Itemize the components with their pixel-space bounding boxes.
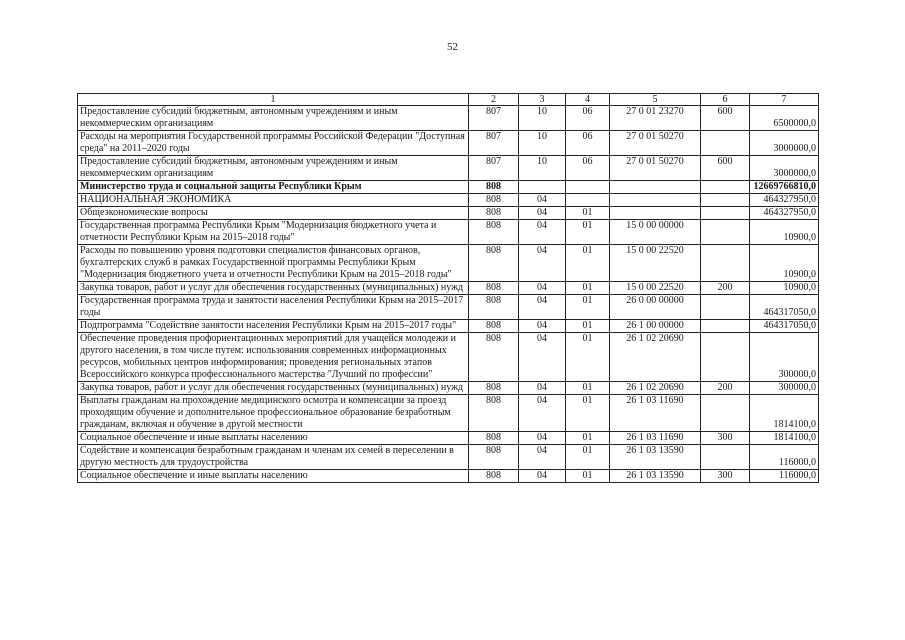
gr-code-cell: 808 [469, 282, 519, 295]
amount-cell: 3000000,0 [750, 131, 819, 156]
rz-code-cell: 04 [519, 432, 566, 445]
item-name-cell: Подпрограмма "Содействие занятости населения Республики Крым на 2015–2017 годы" [78, 320, 469, 333]
amount-cell: 1814100,0 [750, 432, 819, 445]
csr-code-cell: 27 0 01 50270 [610, 131, 701, 156]
table-row [78, 106, 819, 131]
csr-code-cell: 15 0 00 22520 [610, 245, 701, 282]
amount-cell: 464317050,0 [750, 295, 819, 320]
table-row [78, 194, 819, 207]
item-name-cell: Социальное обеспечение и иные выплаты населению [78, 432, 469, 445]
header-cell: 6 [701, 94, 750, 106]
amount-cell: 10900,0 [750, 282, 819, 295]
vr-code-cell: 300 [701, 470, 750, 483]
item-name-cell: НАЦИОНАЛЬНАЯ ЭКОНОМИКА [78, 194, 469, 207]
pr-code-cell: 01 [566, 445, 610, 470]
rz-code-cell: 04 [519, 395, 566, 432]
pr-code-cell: 01 [566, 333, 610, 382]
table-row [78, 432, 819, 445]
csr-code-cell: 26 1 02 20690 [610, 333, 701, 382]
gr-code-cell: 807 [469, 106, 519, 131]
amount-cell: 6500000,0 [750, 106, 819, 131]
csr-code-cell: 27 0 01 23270 [610, 106, 701, 131]
table-row [78, 245, 819, 282]
gr-code-cell: 808 [469, 295, 519, 320]
rz-code-cell: 04 [519, 382, 566, 395]
rz-code-cell: 04 [519, 295, 566, 320]
vr-code-cell: 600 [701, 156, 750, 181]
vr-code-cell [701, 207, 750, 220]
pr-code-cell: 01 [566, 470, 610, 483]
amount-cell: 3000000,0 [750, 156, 819, 181]
amount-cell: 116000,0 [750, 470, 819, 483]
gr-code-cell: 808 [469, 333, 519, 382]
gr-code-cell: 807 [469, 156, 519, 181]
vr-code-cell [701, 395, 750, 432]
header-cell: 3 [519, 94, 566, 106]
header-cell: 4 [566, 94, 610, 106]
header-cell: 2 [469, 94, 519, 106]
pr-code-cell: 01 [566, 295, 610, 320]
vr-code-cell [701, 333, 750, 382]
item-name-cell: Социальное обеспечение и иные выплаты населению [78, 470, 469, 483]
item-name-cell: Закупка товаров, работ и услуг для обеспечения государственных (муниципальных) нужд [78, 382, 469, 395]
pr-code-cell: 01 [566, 282, 610, 295]
pr-code-cell: 01 [566, 207, 610, 220]
table-row [78, 320, 819, 333]
gr-code-cell: 808 [469, 445, 519, 470]
item-name-cell: Выплаты гражданам на прохождение медицинского осмотра и компенсации за проезд проходящим обучение и дополнительное профессиональное образование безработным гражданам, включая и обучение в другой местности [78, 395, 469, 432]
item-name-cell: Расходы на мероприятия Государственной программы Российской Федерации "Доступная среда" на 2011–2020 годы [78, 131, 469, 156]
item-name-cell: Предоставление субсидий бюджетным, автономным учреждениям и иным некоммерческим организациям [78, 106, 469, 131]
csr-code-cell: 27 0 01 50270 [610, 156, 701, 181]
vr-code-cell [701, 295, 750, 320]
table-row [78, 445, 819, 470]
item-name-cell: Расходы по повышению уровня подготовки специалистов финансовых органов, бухгалтерских служб в рамках Государственной программы Республики Крым "Модернизация бюджетного учета и отчетности Республики Крым на 2015–2018 годы" [78, 245, 469, 282]
gr-code-cell: 808 [469, 395, 519, 432]
rz-code-cell: 10 [519, 156, 566, 181]
gr-code-cell: 807 [469, 131, 519, 156]
pr-code-cell: 06 [566, 131, 610, 156]
gr-code-cell: 808 [469, 432, 519, 445]
csr-code-cell [610, 181, 701, 194]
rz-code-cell: 04 [519, 245, 566, 282]
budget-table [77, 93, 819, 483]
item-name-cell: Содействие и компенсация безработным гражданам и членам их семей в переселении в другую местность для трудоустройства [78, 445, 469, 470]
pr-code-cell: 06 [566, 106, 610, 131]
gr-code-cell: 808 [469, 245, 519, 282]
csr-code-cell: 26 0 00 00000 [610, 295, 701, 320]
header-cell: 1 [78, 94, 469, 106]
table-row [78, 382, 819, 395]
item-name-cell: Предоставление субсидий бюджетным, автономным учреждениям и иным некоммерческим организациям [78, 156, 469, 181]
gr-code-cell: 808 [469, 382, 519, 395]
pr-code-cell [566, 181, 610, 194]
rz-code-cell [519, 181, 566, 194]
rz-code-cell: 10 [519, 131, 566, 156]
vr-code-cell: 600 [701, 106, 750, 131]
gr-code-cell: 808 [469, 207, 519, 220]
csr-code-cell: 26 1 03 11690 [610, 395, 701, 432]
pr-code-cell: 06 [566, 156, 610, 181]
amount-cell: 300000,0 [750, 333, 819, 382]
item-name-cell: Государственная программа Республики Крым "Модернизация бюджетного учета и отчетности Республики Крым на 2015–2018 годы" [78, 220, 469, 245]
vr-code-cell: 300 [701, 432, 750, 445]
vr-code-cell [701, 445, 750, 470]
rz-code-cell: 04 [519, 220, 566, 245]
column-number-row [78, 94, 819, 106]
vr-code-cell [701, 320, 750, 333]
csr-code-cell: 26 1 00 00000 [610, 320, 701, 333]
csr-code-cell [610, 207, 701, 220]
table-row [78, 220, 819, 245]
csr-code-cell: 26 1 03 13590 [610, 445, 701, 470]
amount-cell: 10900,0 [750, 245, 819, 282]
table-row [78, 131, 819, 156]
pr-code-cell: 01 [566, 382, 610, 395]
amount-cell: 116000,0 [750, 445, 819, 470]
item-name-cell: Государственная программа труда и занятости населения Республики Крым на 2015–2017 годы [78, 295, 469, 320]
rz-code-cell: 04 [519, 194, 566, 207]
csr-code-cell: 26 1 03 13590 [610, 470, 701, 483]
header-cell: 7 [750, 94, 819, 106]
rz-code-cell: 04 [519, 470, 566, 483]
pr-code-cell: 01 [566, 220, 610, 245]
table-row [78, 470, 819, 483]
vr-code-cell [701, 181, 750, 194]
item-name-cell: Министерство труда и социальной защиты Республики Крым [78, 181, 469, 194]
pr-code-cell: 01 [566, 320, 610, 333]
amount-cell: 1814100,0 [750, 395, 819, 432]
table-row [78, 295, 819, 320]
vr-code-cell [701, 220, 750, 245]
vr-code-cell [701, 131, 750, 156]
vr-code-cell [701, 194, 750, 207]
gr-code-cell: 808 [469, 320, 519, 333]
table-row [78, 333, 819, 382]
gr-code-cell: 808 [469, 181, 519, 194]
pr-code-cell: 01 [566, 245, 610, 282]
gr-code-cell: 808 [469, 194, 519, 207]
pr-code-cell: 01 [566, 395, 610, 432]
amount-cell: 464317050,0 [750, 320, 819, 333]
table-row [78, 207, 819, 220]
item-name-cell: Закупка товаров, работ и услуг для обеспечения государственных (муниципальных) нужд [78, 282, 469, 295]
rz-code-cell: 04 [519, 282, 566, 295]
gr-code-cell: 808 [469, 470, 519, 483]
item-name-cell: Обеспечение проведения профориентационных мероприятий для учащейся молодежи и другого населения, в том числе путем: использования современных информационных ресурсов, мобильных центров информирования; проведения региональных этапов Всероссийского конкурса профессионального мастерства "Лучший по профессии" [78, 333, 469, 382]
csr-code-cell [610, 194, 701, 207]
page-number: 52 [447, 41, 458, 53]
vr-code-cell: 200 [701, 382, 750, 395]
table-row [78, 282, 819, 295]
table-row [78, 156, 819, 181]
vr-code-cell [701, 245, 750, 282]
table-row [78, 181, 819, 194]
gr-code-cell: 808 [469, 220, 519, 245]
amount-cell: 300000,0 [750, 382, 819, 395]
rz-code-cell: 10 [519, 106, 566, 131]
vr-code-cell: 200 [701, 282, 750, 295]
table-row [78, 395, 819, 432]
pr-code-cell: 01 [566, 432, 610, 445]
amount-cell: 12669766810,0 [750, 181, 819, 194]
csr-code-cell: 15 0 00 22520 [610, 282, 701, 295]
amount-cell: 10900,0 [750, 220, 819, 245]
table-body [78, 94, 819, 483]
header-cell: 5 [610, 94, 701, 106]
rz-code-cell: 04 [519, 333, 566, 382]
amount-cell: 464327950,0 [750, 194, 819, 207]
rz-code-cell: 04 [519, 207, 566, 220]
csr-code-cell: 26 1 02 20690 [610, 382, 701, 395]
item-name-cell: Общеэкономические вопросы [78, 207, 469, 220]
rz-code-cell: 04 [519, 445, 566, 470]
pr-code-cell [566, 194, 610, 207]
rz-code-cell: 04 [519, 320, 566, 333]
csr-code-cell: 15 0 00 00000 [610, 220, 701, 245]
amount-cell: 464327950,0 [750, 207, 819, 220]
csr-code-cell: 26 1 03 11690 [610, 432, 701, 445]
